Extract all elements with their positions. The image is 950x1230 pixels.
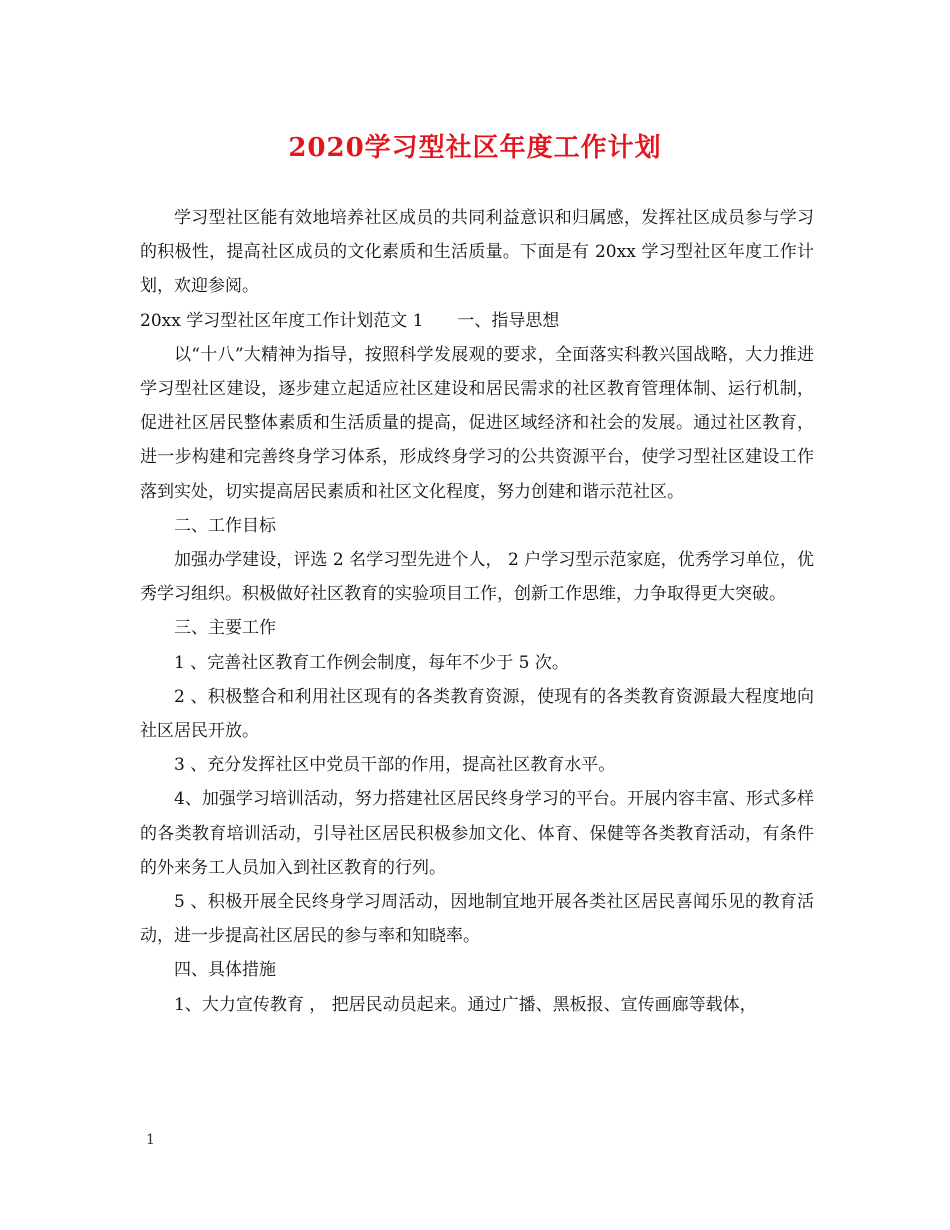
document-title: 2020学习型社区年度工作计划 bbox=[288, 133, 662, 163]
paragraph-guiding-thought: 以“十八”大精神为指导，按照科学发展观的要求，全面落实科教兴国战略，大力推进学习型社区建设，逐步建立起适应社区建设和居民需求的社区教育管理体制、运行机制，促进社区居民整体素质和生活质量的提高，促进区域经济和社会的发展。通过社区教育，进一步构建和完善终身学习体系，形成终身学习的公共资源平台，使学习型社区建设工作落到实处，切实提高居民素质和社区文化程度，努力创建和谐示范社区。 bbox=[140, 344, 814, 502]
document-body bbox=[140, 201, 814, 1022]
paragraph-goals: 加强办学建设，评选 2 名学习型先进个人， 2 户学习型示范家庭，优秀学习单位，优秀学习组织。积极做好社区教育的实验项目工作，创新工作思维，力争取得更大突破。 bbox=[140, 550, 814, 605]
paragraph-measure-1: 1、大力宣传教育 ， 把居民动员起来。通过广播、黑板报、宣传画廊等载体， bbox=[174, 994, 757, 1015]
page-number: 1 bbox=[146, 1132, 155, 1148]
paragraph-work-item-1: 1 、完善社区教育工作例会制度，每年不少于 5 次。 bbox=[174, 652, 569, 673]
paragraph-work-item-2: 2 、积极整合和利用社区现有的各类教育资源，使现有的各类教育资源最大程度地向社区居民开放。 bbox=[140, 686, 814, 742]
paragraph-work-item-5: 5 、积极开展全民终身学习周活动，因地制宜地开展各类社区居民喜闻乐见的教育活动，进一步提高社区居民的参与率和知晓率。 bbox=[140, 892, 814, 947]
paragraph-work-item-4: 4、加强学习培训活动，努力搭建社区居民终身学习的平台。开展内容丰富、形式多样的各类教育培训活动，引导社区居民积极参加文化、体育、保健等各类教育活动，有条件的外来务工人员加入到社区教育的行列。 bbox=[140, 789, 814, 878]
paragraph-section-heading: 20xx 学习型社区年度工作计划范文 1 一、指导思想 bbox=[140, 310, 560, 331]
paragraph-heading-goals: 二、工作目标 bbox=[174, 515, 276, 536]
paragraph-heading-main-work: 三、主要工作 bbox=[174, 618, 276, 639]
paragraph-intro: 学习型社区能有效地培养社区成员的共同利益意识和归属感，发挥社区成员参与学习的积极性，提高社区成员的文化素质和生活质量。下面是有 20xx 学习型社区年度工作计划，欢迎参阅。 bbox=[140, 208, 814, 297]
paragraph-work-item-3: 3 、充分发挥社区中党员干部的作用，提高社区教育水平。 bbox=[174, 755, 616, 776]
paragraph-heading-measures: 四、具体措施 bbox=[174, 960, 276, 981]
